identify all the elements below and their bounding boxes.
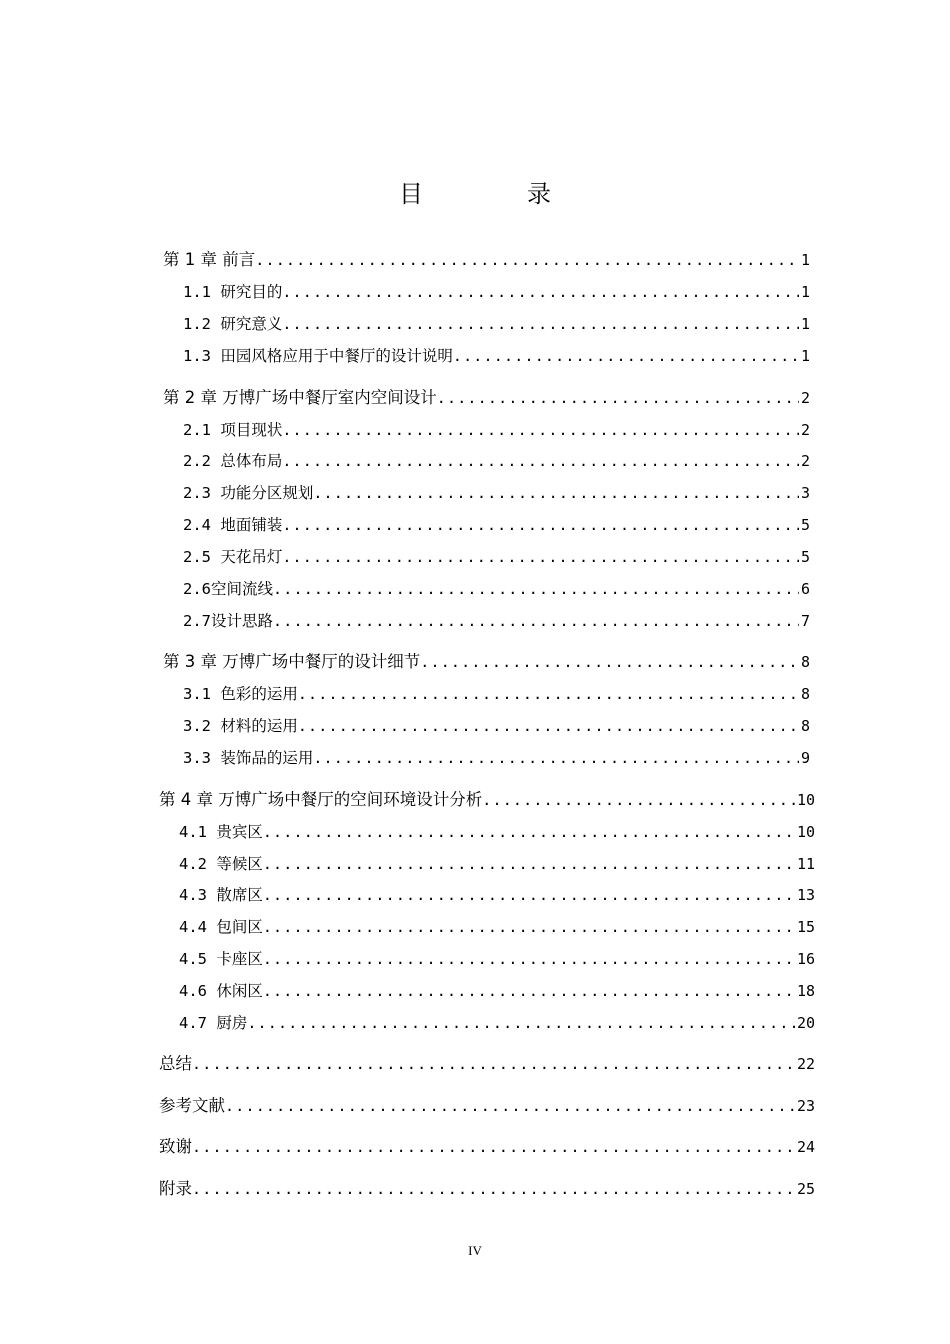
toc-leader (263, 882, 795, 908)
toc-page-number: 3 (800, 484, 810, 502)
toc-leader (282, 544, 799, 570)
toc-leader (298, 713, 799, 739)
toc-entry-label: 4.5 卡座区 (179, 950, 263, 968)
toc-leader (282, 311, 799, 337)
toc-leader (263, 819, 795, 845)
toc-page-number: 9 (800, 749, 810, 767)
footer-page-number: IV (468, 1243, 482, 1258)
toc-leader (192, 1134, 795, 1160)
toc-entry-chapter-4[interactable] (159, 787, 815, 813)
toc-page-number: 5 (800, 516, 810, 534)
toc-leader (273, 576, 799, 602)
toc-entry-3-1[interactable] (183, 681, 810, 707)
toc-entry-label: 1.3 田园风格应用于中餐厅的设计说明 (183, 347, 453, 365)
toc-leader (273, 608, 799, 634)
toc-leader (482, 787, 795, 813)
toc-entry-4-4[interactable] (179, 914, 815, 940)
toc-entry-label: 2.7设计思路 (183, 612, 273, 630)
toc-page-number: 23 (796, 1097, 815, 1115)
toc-leader (225, 1093, 795, 1119)
toc-page-number: 15 (796, 918, 815, 936)
toc-entry-1-3[interactable] (183, 343, 810, 369)
toc-page-number: 10 (796, 823, 815, 841)
toc-entry-2-7[interactable] (183, 608, 810, 634)
toc-entry-acknowledgements[interactable] (159, 1134, 815, 1160)
toc-entry-label: 4.6 休闲区 (179, 982, 263, 1000)
toc-page-number: 5 (800, 548, 810, 566)
toc-entry-label: 2.2 总体布局 (183, 452, 283, 470)
toc-entry-label: 总结 (159, 1054, 192, 1073)
toc-entry-1-1[interactable] (183, 279, 810, 305)
toc-entry-label: 4.2 等候区 (179, 855, 263, 873)
toc-entry-label: 4.1 贵宾区 (179, 823, 263, 841)
toc-leader (263, 946, 795, 972)
toc-page-number: 2 (800, 389, 810, 407)
toc-page-number: 7 (800, 612, 810, 630)
toc-page-number: 2 (800, 421, 810, 439)
toc-page-number: 1 (800, 251, 810, 269)
toc-entry-label: 参考文献 (159, 1096, 225, 1115)
toc-leader (192, 1176, 795, 1202)
toc-entry-2-4[interactable] (183, 512, 810, 538)
toc-entry-label: 1.1 研究目的 (183, 283, 283, 301)
toc-entry-3-2[interactable] (183, 713, 810, 739)
toc-entry-label: 2.1 项目现状 (183, 421, 283, 439)
toc-entry-1-2[interactable] (183, 311, 810, 337)
toc-entry-label: 附录 (159, 1179, 192, 1198)
toc-entry-2-2[interactable] (183, 448, 810, 474)
toc-leader (263, 914, 795, 940)
toc-leader (282, 512, 799, 538)
toc-leader (282, 448, 799, 474)
toc-entry-label: 致谢 (159, 1137, 192, 1156)
toc-page-number: 8 (800, 685, 810, 703)
toc-entry-4-5[interactable] (179, 946, 815, 972)
toc-leader (263, 978, 795, 1004)
toc-leader (313, 480, 799, 506)
toc-entry-label: 2.6空间流线 (183, 580, 273, 598)
toc-entry-label: 第 1 章 前言 (163, 250, 256, 269)
toc-entry-chapter-3[interactable] (163, 649, 810, 675)
toc-leader (282, 417, 799, 443)
toc-page-number: 1 (800, 315, 810, 333)
toc-page-number: 16 (796, 950, 815, 968)
toc-entry-2-5[interactable] (183, 544, 810, 570)
toc-page-number: 11 (796, 855, 815, 873)
page-title: 目 录 (399, 180, 591, 208)
toc-entry-4-6[interactable] (179, 978, 815, 1004)
toc-entry-4-1[interactable] (179, 819, 815, 845)
toc-entry-label: 第 2 章 万博广场中餐厅室内空间设计 (163, 388, 437, 407)
toc-entry-references[interactable] (159, 1093, 815, 1119)
toc-entry-4-3[interactable] (179, 882, 815, 908)
toc-entry-label: 3.2 材料的运用 (183, 717, 298, 735)
toc-page-number: 22 (796, 1055, 815, 1073)
toc-page-number: 20 (796, 1014, 815, 1032)
toc-entry-label: 4.7 厨房 (179, 1014, 248, 1032)
toc-entry-chapter-2[interactable] (163, 385, 810, 411)
toc-entry-label: 2.4 地面铺装 (183, 516, 283, 534)
toc-entry-3-3[interactable] (183, 745, 810, 771)
toc-page-number: 18 (796, 982, 815, 1000)
toc-entry-summary[interactable] (159, 1051, 815, 1077)
toc-entry-4-2[interactable] (179, 851, 815, 877)
toc-entry-label: 4.3 散席区 (179, 886, 263, 904)
toc-entry-label: 2.5 天花吊灯 (183, 548, 283, 566)
toc-page-number: 8 (800, 717, 810, 735)
toc-page-number: 2 (800, 452, 810, 470)
toc-leader (453, 343, 799, 369)
toc-leader (298, 681, 799, 707)
toc-page-number: 25 (796, 1180, 815, 1198)
toc-page-number: 1 (800, 283, 810, 301)
toc-entry-label: 第 4 章 万博广场中餐厅的空间环境设计分析 (159, 790, 483, 809)
toc-leader (313, 745, 799, 771)
toc-leader (192, 1051, 795, 1077)
toc-entry-4-7[interactable] (179, 1010, 815, 1036)
toc-entry-label: 1.2 研究意义 (183, 315, 283, 333)
toc-entry-label: 3.1 色彩的运用 (183, 685, 298, 703)
toc-entry-label: 3.3 装饰品的运用 (183, 749, 314, 767)
toc-leader (437, 385, 799, 411)
toc-page-number: 10 (796, 791, 815, 809)
toc-page-number: 13 (796, 886, 815, 904)
toc-page-number: 1 (800, 347, 810, 365)
toc-entry-2-3[interactable] (183, 480, 810, 506)
toc-entry-2-1[interactable] (183, 417, 810, 443)
toc-entry-label: 4.4 包间区 (179, 918, 263, 936)
toc-leader (247, 1010, 795, 1036)
toc-page-number: 8 (800, 653, 810, 671)
toc-entry-chapter-1[interactable] (163, 247, 810, 273)
toc-entry-2-6[interactable] (183, 576, 810, 602)
toc-leader (263, 851, 795, 877)
toc-entry-appendix[interactable] (159, 1176, 815, 1202)
toc-page-number: 24 (796, 1138, 815, 1156)
toc-leader (282, 279, 799, 305)
toc-entry-label: 第 3 章 万博广场中餐厅的设计细节 (163, 652, 421, 671)
toc-leader (420, 649, 799, 675)
toc-entry-label: 2.3 功能分区规划 (183, 484, 314, 502)
toc-page-number: 6 (800, 580, 810, 598)
toc-leader (255, 247, 799, 273)
